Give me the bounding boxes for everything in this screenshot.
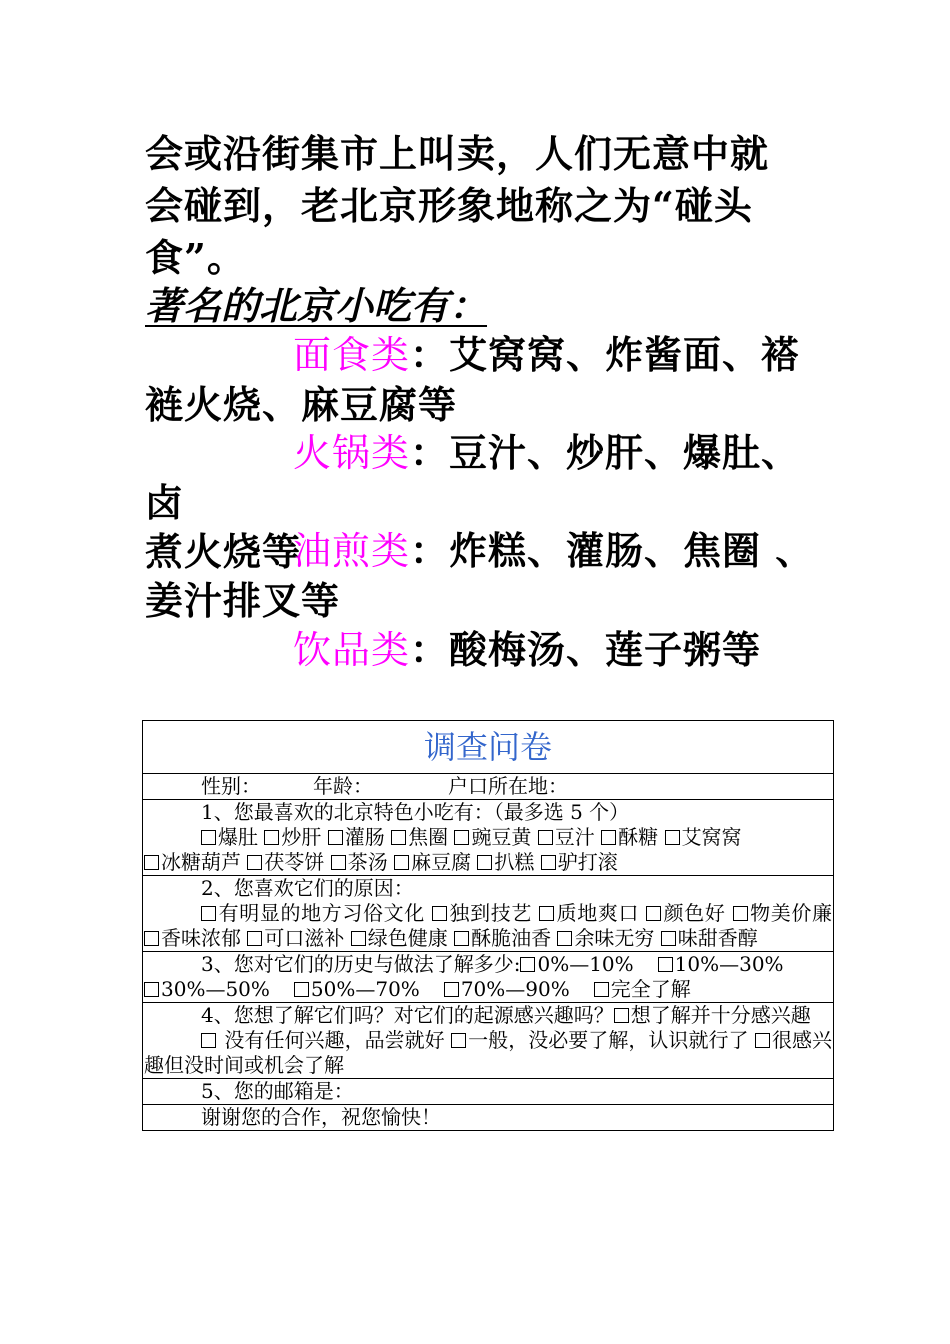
checkbox-option[interactable]: 50%—70% [294,977,420,1001]
checkbox-option[interactable]: 颜色好 [646,901,726,925]
category-drinks [145,625,815,675]
checkbox-option[interactable]: 物美价廉 [733,901,833,925]
checkbox[interactable] [661,931,676,946]
checkbox[interactable] [432,906,447,921]
checkbox[interactable] [144,931,159,946]
checkbox-option[interactable]: 扒糕 [477,850,534,874]
checkbox[interactable] [733,906,748,921]
checkbox[interactable] [391,830,406,845]
question-1 [143,800,834,876]
section-heading: 著名的北京小吃有： [145,283,488,328]
survey-table [142,720,834,1131]
category-items-cont: 姜汁排叉等 [145,578,341,623]
checkbox[interactable] [331,855,346,870]
gender-field[interactable]: 性别： [201,774,261,798]
category-label: 饮品类 [293,628,411,672]
checkbox-option[interactable]: 完全了解 [594,977,691,1001]
question-2 [143,876,834,952]
checkbox[interactable] [539,906,554,921]
checkbox-option[interactable]: 10%—30% [658,952,784,976]
checkbox-option[interactable]: 香味浓郁 [144,926,241,950]
checkbox[interactable] [201,830,216,845]
category-items: ：豆汁、炒肝、爆肚、卤 [145,430,801,525]
checkbox-option[interactable]: 质地爽口 [539,901,639,925]
checkbox-option[interactable]: 炒肝 [264,825,321,849]
checkbox[interactable] [394,855,409,870]
checkbox[interactable] [264,830,279,845]
category-items: ：炸糕、灌肠、焦圈 、 [410,528,815,573]
checkbox[interactable] [665,830,680,845]
checkbox-option[interactable]: 30%—50% [144,977,270,1001]
intro-line: 食”。 [145,235,246,280]
checkbox[interactable] [614,1008,629,1023]
checkbox-option[interactable]: 70%—90% [444,977,570,1001]
category-label: 面食类 [293,333,411,377]
checkbox[interactable] [201,1033,216,1048]
question-5[interactable] [143,1079,834,1105]
checkbox-option[interactable]: 酥脆油香 [454,926,551,950]
checkbox-option[interactable]: 绿色健康 [351,926,448,950]
question-text: 1、您最喜欢的北京特色小吃有：（最多选 5 个） [201,800,630,824]
hukou-field[interactable]: 户口所在地： [448,774,568,798]
checkbox[interactable] [557,931,572,946]
checkbox[interactable] [451,1033,466,1048]
checkbox[interactable] [201,906,216,921]
intro-paragraph [145,128,815,284]
checkbox-option[interactable]: 独到技艺 [432,901,532,925]
thanks-text: 谢谢您的合作，祝您愉快！ [201,1105,441,1129]
checkbox[interactable] [247,855,262,870]
category-items-cont: 煮火烧等 [145,529,302,574]
survey-title: 调查问卷 [143,721,834,774]
category-noodles [145,330,815,429]
checkbox[interactable] [144,855,159,870]
category-items: ：酸梅汤、莲子粥等 [410,627,762,672]
category-fried [145,526,815,625]
checkbox-option[interactable]: 很感兴趣但没时间或机会了解 [144,1028,833,1077]
checkbox-option[interactable]: 可口滋补 [247,926,344,950]
checkbox[interactable] [601,830,616,845]
checkbox-option[interactable]: 艾窝窝 [665,825,742,849]
checkbox[interactable] [328,830,343,845]
question-4 [143,1003,834,1079]
checkbox-option[interactable]: 麻豆腐 [394,850,471,874]
checkbox[interactable] [520,957,535,972]
checkbox[interactable] [351,931,366,946]
question-3 [143,952,834,1003]
checkbox-option[interactable]: 焦圈 [391,825,448,849]
checkbox[interactable] [658,957,673,972]
question-text: 2、您喜欢它们的原因： [201,876,414,900]
checkbox[interactable] [144,982,159,997]
checkbox[interactable] [294,982,309,997]
checkbox[interactable] [247,931,262,946]
checkbox-option[interactable]: 豆汁 [538,825,595,849]
age-field[interactable]: 年龄： [313,774,373,798]
checkbox-option[interactable]: 驴打滚 [541,850,618,874]
question-text: 3、您对它们的历史与做法了解多少: [201,952,521,976]
checkbox-option[interactable]: 一般，没必要了解，认识就行了 [451,1028,748,1052]
thanks-row [143,1105,834,1131]
checkbox-option[interactable]: 想了解并十分感兴趣 [614,1003,811,1027]
checkbox[interactable] [594,982,609,997]
checkbox[interactable] [454,931,469,946]
checkbox-option[interactable]: 味甜香醇 [661,926,758,950]
category-items-cont: 裢火烧、麻豆腐等 [145,382,458,427]
checkbox-option[interactable]: 有明显的地方习俗文化 [201,901,425,925]
checkbox-option[interactable]: 豌豆黄 [454,825,531,849]
checkbox-option[interactable]: 没有任何兴趣，品尝就好 [201,1028,445,1052]
category-items: ：艾窝窝、炸酱面、褡 [410,332,801,377]
intro-line: 会或沿街集市上叫卖，人们无意中就 [145,131,770,176]
checkbox-option[interactable]: 爆肚 [201,825,258,849]
checkbox-option[interactable]: 0%—10% [520,952,633,976]
category-label: 火锅类 [293,431,411,475]
checkbox[interactable] [755,1033,770,1048]
checkbox[interactable] [477,855,492,870]
question-text: 5、您的邮箱是： [201,1079,354,1103]
question-text: 4、您想了解它们吗？对它们的起源感兴趣吗？ [201,1003,614,1027]
checkbox[interactable] [538,830,553,845]
checkbox-option[interactable]: 余味无穷 [557,926,654,950]
checkbox-option[interactable]: 灌肠 [328,825,385,849]
checkbox-option[interactable]: 酥糖 [601,825,658,849]
checkbox[interactable] [646,906,661,921]
checkbox[interactable] [541,855,556,870]
checkbox-option[interactable]: 茯苓饼 [247,850,324,874]
checkbox[interactable] [454,830,469,845]
survey-info-row [143,774,834,800]
checkbox-option[interactable]: 茶汤 [331,850,388,874]
category-label: 油煎类 [293,529,411,573]
intro-line: 会碰到，老北京形象地称之为“碰头 [145,183,753,228]
checkbox-option[interactable]: 冰糖葫芦 [144,850,241,874]
checkbox[interactable] [444,982,459,997]
